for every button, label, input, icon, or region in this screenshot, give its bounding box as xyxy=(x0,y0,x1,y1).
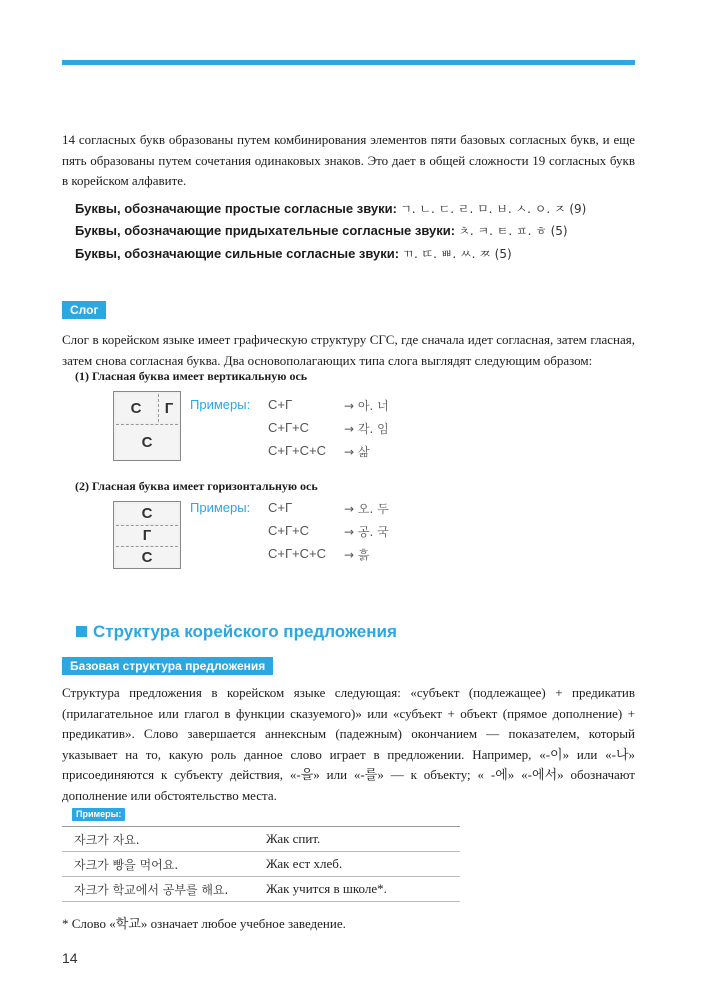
table-row xyxy=(62,827,460,852)
table-row xyxy=(62,852,460,877)
example-russian: Жак спит. xyxy=(266,831,321,846)
structure-paragraph: Структура предложения в корейском языке следующая: «субъект (подлежащее) + предикатив (прилагательное или глагол в функции сказуемого)» или «субъект + объект (прямое дополнение) + предикатив». Слово завершается аннексным (падежным) окончанием — показателем, который указывает на то, какую роль данное слово играет в предложении. Например, «-이» или «-나» присоединяются к субъекту действия, «-을» или «-를» — к объекту; « -에» «-에서» обозначают дополнение или обстоятельство места. xyxy=(62,685,635,803)
examples-table xyxy=(62,826,460,902)
table-row xyxy=(62,877,460,902)
horizontal-cell-vowel: Г xyxy=(116,525,178,545)
aspirated-consonants-label: Буквы, обозначающие придыхательные согласные звуки: xyxy=(75,223,456,238)
tense-consonants-line xyxy=(75,245,512,263)
horizontal-syllable-diagram xyxy=(113,501,181,569)
example-russian: Жак ест хлеб. xyxy=(266,856,343,871)
vertical-examples-label: Примеры: xyxy=(190,397,251,412)
tense-consonants-letters: ㄲ. ㄸ. ㅃ. ㅆ. ㅉ (5) xyxy=(402,247,512,261)
basic-structure-badge: Базовая структура предложения xyxy=(62,657,273,675)
square-bullet-icon xyxy=(76,626,87,637)
top-accent-bar xyxy=(62,60,635,65)
simple-consonants-letters: ㄱ. ㄴ. ㄷ. ㄹ. ㅁ. ㅂ. ㅅ. ㅇ. ㅈ (9) xyxy=(400,202,587,216)
simple-consonants-line xyxy=(75,200,586,218)
sentence-structure-title xyxy=(76,622,397,642)
vertical-axis-heading: (1) Гласная буква имеет вертикальную ось xyxy=(75,369,308,383)
syllable-paragraph: Слог в корейском языке имеет графическую структуру СГС, где сначала идет согласная, затем гласная, затем снова согласная буква. Два основополагающих типа слога выглядят следующим образом: xyxy=(62,332,635,368)
horizontal-formula-3: С+Г+С+С xyxy=(268,546,326,561)
simple-consonants-label: Буквы, обозначающие простые согласные звуки: xyxy=(75,201,397,216)
vertical-syllable-diagram xyxy=(113,391,181,461)
horizontal-cell-consonant-1: С xyxy=(116,504,178,523)
footnote: * Слово «학교» означает любое учебное заведение. xyxy=(62,916,346,931)
aspirated-consonants-line xyxy=(75,222,568,240)
page-number: 14 xyxy=(62,950,78,966)
example-russian: Жак учится в школе*. xyxy=(266,881,387,896)
sentence-structure-title-text: Структура корейского предложения xyxy=(93,622,397,641)
horizontal-formula-1: С+Г xyxy=(268,500,293,515)
example-korean: 자크가 학교에서 공부를 해요. xyxy=(74,883,229,897)
horizontal-result-3: → 흙 xyxy=(344,548,370,562)
horizontal-result-2: → 공. 국 xyxy=(344,525,389,539)
vertical-formula-3: С+Г+С+С xyxy=(268,443,326,458)
horizontal-formula-2: С+Г+С xyxy=(268,523,309,538)
examples-tag: Примеры: xyxy=(72,808,125,821)
horizontal-cell-consonant-2: С xyxy=(116,546,178,567)
example-korean: 자크가 빵을 먹어요. xyxy=(74,858,179,872)
tense-consonants-label: Буквы, обозначающие сильные согласные звуки: xyxy=(75,246,400,261)
horizontal-axis-heading: (2) Гласная буква имеет горизонтальную ось xyxy=(75,479,318,493)
horizontal-result-1: → 오. 두 xyxy=(344,502,389,516)
vertical-cell-consonant-2: С xyxy=(116,424,178,459)
syllable-badge: Слог xyxy=(62,301,106,319)
vertical-formula-2: С+Г+С xyxy=(268,420,309,435)
vertical-result-2: → 각. 임 xyxy=(344,422,389,436)
vertical-result-1: → 아. 너 xyxy=(344,399,389,413)
intro-paragraph: 14 согласных букв образованы путем комбинирования элементов пяти базовых согласных букв, и еще пять образованы путем сочетания одинаковых знаков. Это дает в общей сложности 19 согласных букв в корейском алфавите. xyxy=(62,132,635,188)
vertical-formula-1: С+Г xyxy=(268,397,293,412)
aspirated-consonants-letters: ㅊ. ㅋ. ㅌ. ㅍ. ㅎ (5) xyxy=(458,224,568,238)
example-korean: 자크가 자요. xyxy=(74,833,140,847)
vertical-result-3: → 삶 xyxy=(344,445,370,459)
vertical-cell-consonant-1: С xyxy=(116,394,156,422)
vertical-cell-vowel: Г xyxy=(158,394,179,422)
horizontal-examples-label: Примеры: xyxy=(190,500,251,515)
